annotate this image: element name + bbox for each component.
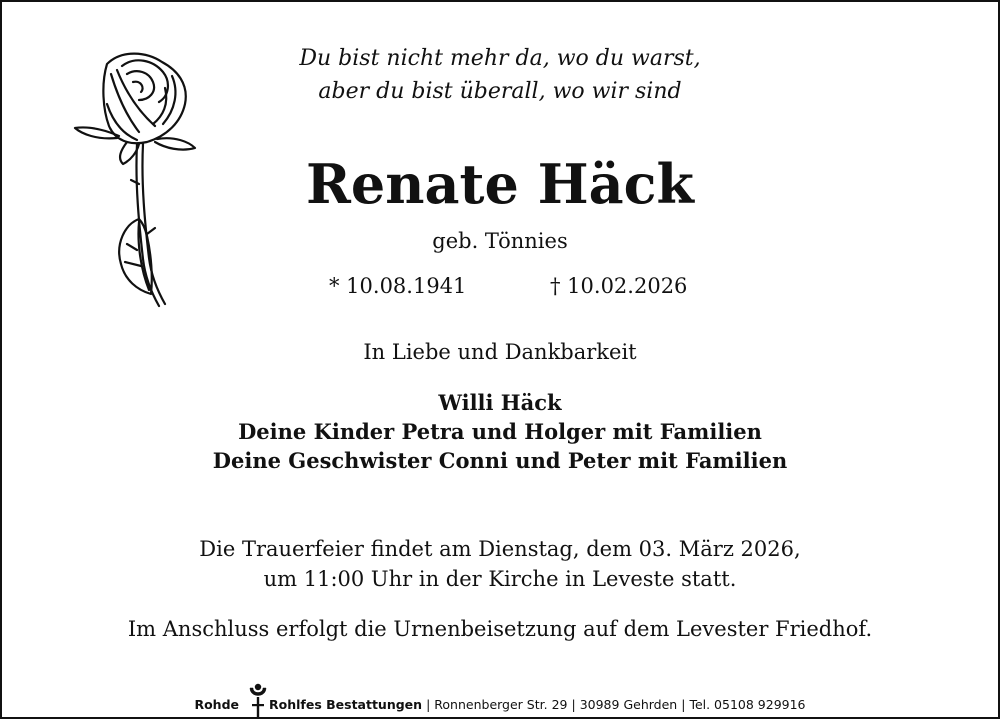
footer-company-left: Rohde <box>194 697 240 712</box>
footer-company-right: Rohlfes Bestattungen <box>269 697 423 712</box>
service-info <box>2 534 998 594</box>
service-line-1: Die Trauerfeier findet am Dienstag, dem 03. März 2026, <box>199 537 801 561</box>
birth-name: geb. Tönnies <box>432 229 568 253</box>
birth-date: * 10.08.1941 <box>329 274 467 298</box>
quote-line-2: aber du bist überall, wo wir sind <box>318 79 682 104</box>
death-date: † 10.02.2026 <box>550 274 688 298</box>
deceased-name: Renate Häck <box>306 152 694 216</box>
footer-phone: Tel. 05108 929916 <box>689 697 806 712</box>
footer-city: 30989 Gehrden <box>579 697 678 712</box>
burial-info: Im Anschluss erfolgt die Urnenbeisetzung auf dem Levester Friedhof. <box>127 617 873 641</box>
mourner-line: Willi Häck <box>438 390 562 415</box>
quote-line-1: Du bist nicht mehr da, wo du warst, <box>299 46 701 71</box>
quote <box>2 42 998 108</box>
mourner-line: Deine Kinder Petra und Holger mit Familien <box>238 419 762 444</box>
service-line-2: um 11:00 Uhr in der Kirche in Leveste statt. <box>263 567 737 591</box>
mourners-list <box>2 388 998 475</box>
footer: Rohde Rohlfes Bestattungen | Ronnenberger Str. 29 | 30989 Gehrden | Tel. 05108 929916 <box>194 697 806 712</box>
footer-street: Ronnenberger Str. 29 <box>434 697 568 712</box>
mourner-line: Deine Geschwister Conni und Peter mit Familien <box>212 448 788 473</box>
gratitude-line: In Liebe und Dankbarkeit <box>363 340 637 364</box>
